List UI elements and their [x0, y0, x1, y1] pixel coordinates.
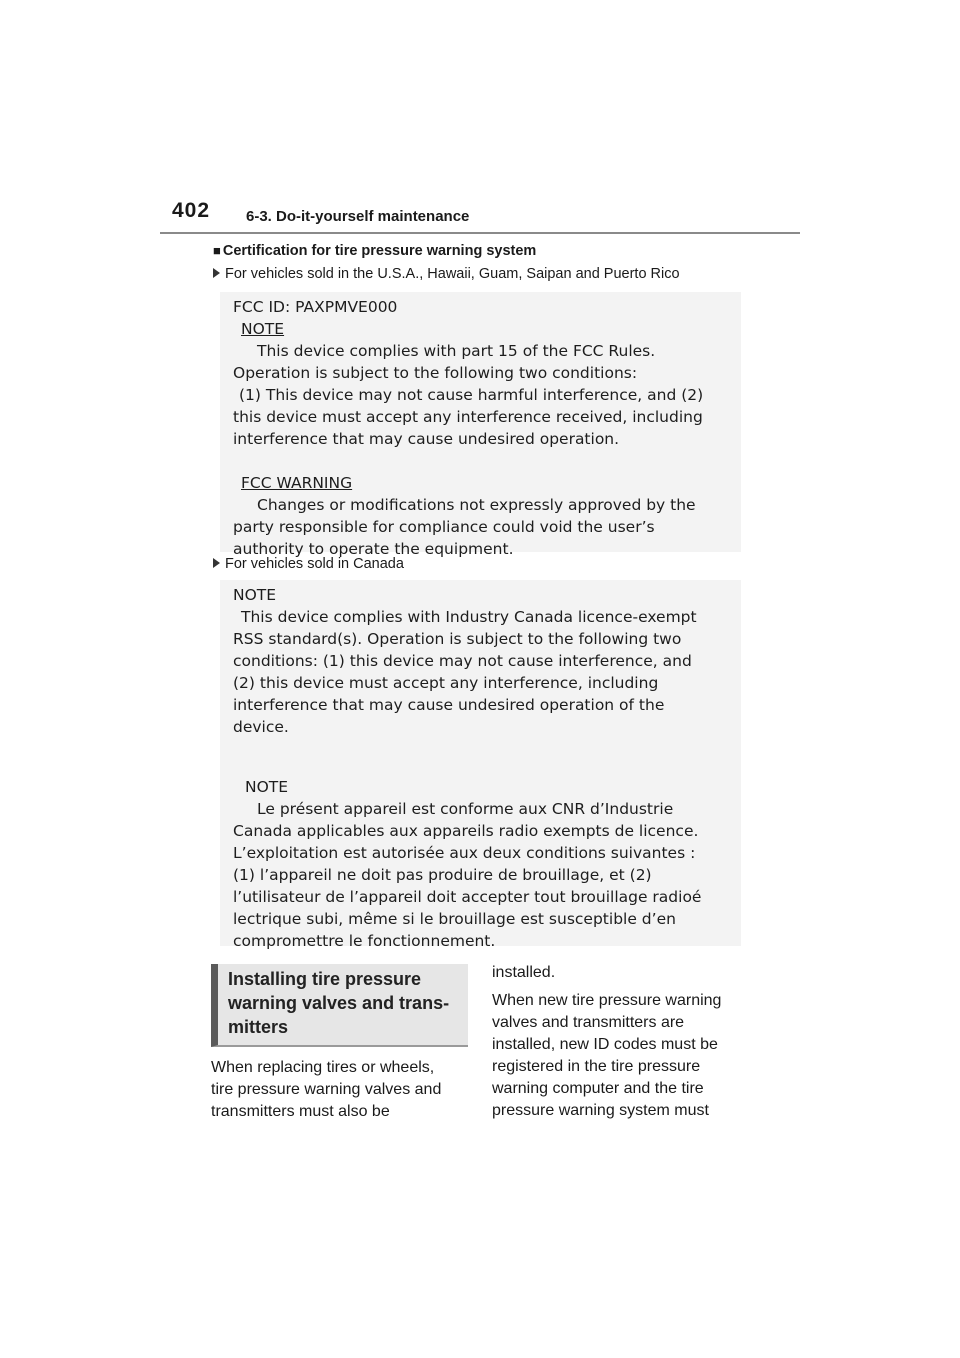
- fcc-note-line: Operation is subject to the following two conditions:: [233, 364, 638, 382]
- triangle-bullet-icon: [213, 268, 220, 278]
- body-line: warning computer and the tire: [492, 1080, 704, 1097]
- fcc-note-line: (1) This device may not cause harmful interference, and (2): [239, 386, 704, 404]
- canada-en-line: This device complies with Industry Canada licence-exempt: [241, 608, 697, 626]
- fcc-note-line: This device complies with part 15 of the FCC Rules.: [257, 342, 656, 360]
- fcc-note-label: NOTE: [241, 320, 285, 338]
- body-line: When new tire pressure warning: [492, 992, 722, 1009]
- canada-en-line: device.: [233, 718, 289, 736]
- canada-en-line: conditions: (1) this device may not cause interference, and: [233, 652, 692, 670]
- installing-heading: [211, 964, 468, 1047]
- fcc-note-line: interference that may cause undesired operation.: [233, 430, 620, 448]
- canada-fr-line: compromettre le fonctionnement.: [233, 932, 496, 950]
- fcc-warning-line: party responsible for compliance could void the user’s: [233, 518, 655, 536]
- installing-heading-line: warning valves and trans-: [228, 993, 450, 1013]
- usa-bullet-text: For vehicles sold in the U.S.A., Hawaii, Guam, Saipan and Puerto Rico: [225, 266, 680, 282]
- certification-heading: [213, 243, 536, 259]
- canada-en-line: (2) this device must accept any interference, including: [233, 674, 659, 692]
- fcc-warning-line: authority to operate the equipment.: [233, 540, 514, 558]
- canada-fr-line: l’utilisateur de l’appareil doit accepter tout brouillage radioé: [233, 888, 702, 906]
- body-line: installed, new ID codes must be: [492, 1036, 718, 1053]
- body-line: registered in the tire pressure: [492, 1058, 701, 1075]
- canada-bullet: [213, 556, 404, 572]
- body-line: pressure warning system must: [492, 1102, 709, 1119]
- page-number: 402: [172, 199, 211, 222]
- installing-heading-line: mitters: [228, 1017, 289, 1037]
- canada-bullet-text: For vehicles sold in Canada: [225, 556, 404, 572]
- installing-heading-line: Installing tire pressure: [228, 969, 422, 989]
- canada-en-note-label: NOTE: [233, 586, 277, 604]
- square-bullet-icon: ■: [213, 243, 221, 258]
- fcc-note-line: this device must accept any interference received, including: [233, 408, 703, 426]
- canada-fr-note-label: NOTE: [245, 778, 289, 796]
- body-line: installed.: [492, 964, 556, 981]
- canada-fr-line: Canada applicables aux appareils radio exempts de licence.: [233, 822, 699, 840]
- body-line: tire pressure warning valves and: [211, 1081, 442, 1098]
- fcc-notice: [220, 292, 741, 558]
- installing-left-paragraph: [211, 1057, 441, 1123]
- fcc-id: FCC ID: PAXPMVE000: [233, 298, 398, 316]
- certification-heading-text: Certification for tire pressure warning system: [222, 243, 537, 259]
- triangle-bullet-icon: [213, 558, 220, 568]
- canada-notice: [220, 580, 741, 950]
- canada-en-line: RSS standard(s). Operation is subject to the following two: [233, 630, 682, 648]
- header-divider: [160, 232, 800, 234]
- canada-fr-line: L’exploitation est autorisée aux deux conditions suivantes :: [233, 844, 696, 862]
- section-title: 6-3. Do-it-yourself maintenance: [246, 208, 470, 225]
- installing-right-paragraph: [492, 990, 721, 1122]
- fcc-warning-label: FCC WARNING: [241, 474, 353, 492]
- fcc-warning-line: Changes or modifications not expressly approved by the: [257, 496, 696, 514]
- installing-right-first: [492, 962, 555, 984]
- canada-en-line: interference that may cause undesired operation of the: [233, 696, 665, 714]
- canada-fr-line: lectrique subi, même si le brouillage est susceptible d’en: [233, 910, 676, 928]
- body-line: valves and transmitters are: [492, 1014, 685, 1031]
- body-line: When replacing tires or wheels,: [211, 1059, 435, 1076]
- canada-fr-line: (1) l’appareil ne doit pas produire de brouillage, et (2): [233, 866, 652, 884]
- canada-fr-line: Le présent appareil est conforme aux CNR d’Industrie: [257, 800, 674, 818]
- usa-bullet: [213, 266, 680, 282]
- body-line: transmitters must also be: [211, 1103, 390, 1120]
